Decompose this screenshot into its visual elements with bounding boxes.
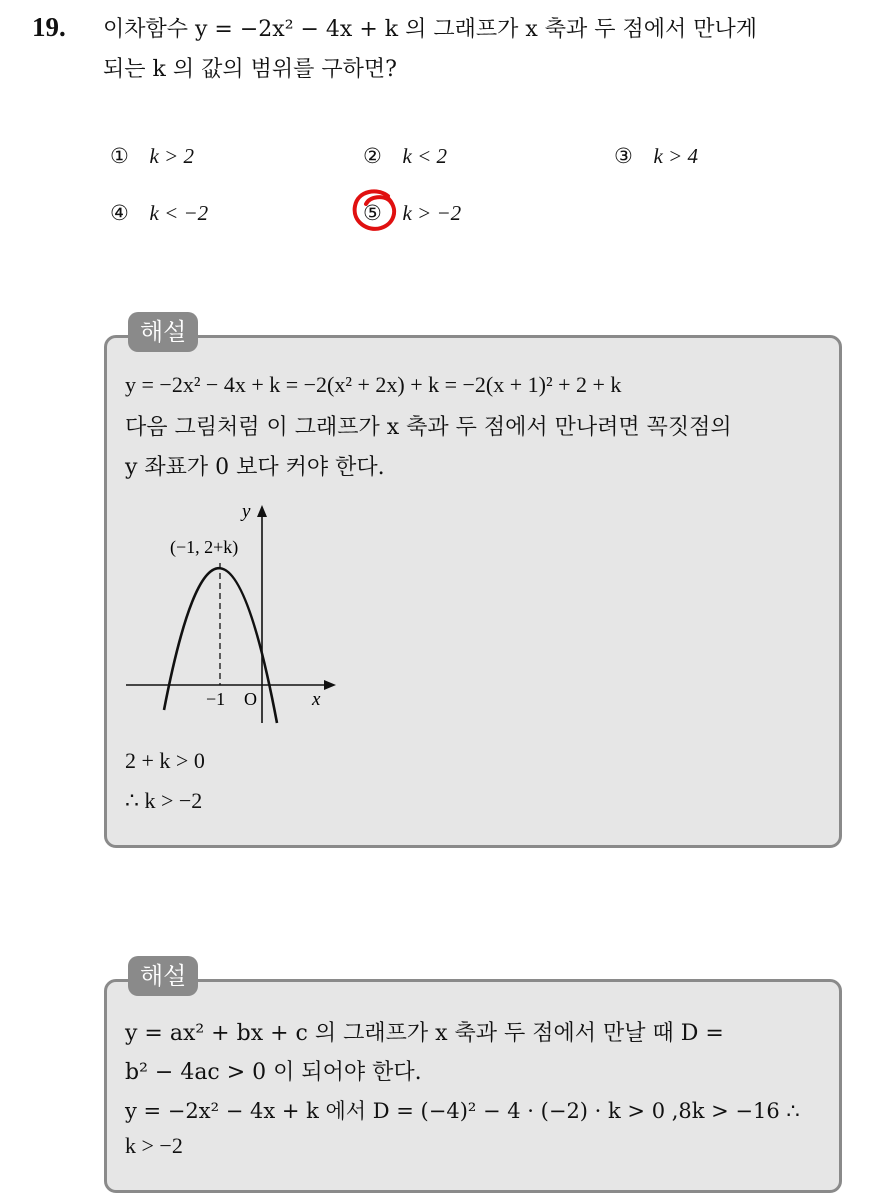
solution-2-line2: b² − 4ac > 0 이 되어야 한다. [125,1060,422,1085]
solution-1-line5: ∴ k > −2 [125,788,203,813]
question-text-line2: 되는 k 의 값의 범위를 구하면? [103,57,397,82]
x-axis-label: x [312,689,321,710]
vertex-label: (−1, 2+k) [170,537,239,557]
choice-4-mark: ④ [110,201,129,225]
solution-1-line4: 2 + k > 0 [125,748,205,773]
choice-2-text: k < 2 [402,144,448,168]
choice-2[interactable] [363,144,447,169]
parabola-graph [120,495,350,730]
y-axis-label: y [242,501,251,522]
selected-answer-circle-icon [348,186,406,238]
choice-1-mark: ① [110,144,129,168]
solution-1-tag: 해설 [128,312,198,352]
y-axis-arrow-icon [257,505,267,517]
solution-1-line3: y 좌표가 0 보다 커야 한다. [125,455,385,480]
question-text-line1: 이차함수 y = −2x² − 4x + k 의 그래프가 x 축과 두 점에서 만나게 [103,17,757,42]
solution-2-line3: y = −2x² − 4x + k 에서 D = (−4)² − 4 · (−2) · k > 0 ,8k > −16 ∴ [125,1099,800,1123]
choice-4[interactable] [110,201,208,226]
solution-1-line2: 다음 그림처럼 이 그래프가 x 축과 두 점에서 만나려면 꼭짓점의 [125,415,732,440]
solution-box-2 [104,979,842,1193]
question-number: 19. [32,12,66,42]
choice-1-text: k > 2 [149,144,195,168]
choice-3[interactable] [614,144,698,169]
choice-3-text: k > 4 [653,144,699,168]
x-axis-arrow-icon [324,680,336,690]
choice-4-text: k < −2 [149,201,209,225]
choice-5-text: k > −2 [402,201,462,225]
origin-label: O [244,689,257,709]
solution-2-tag: 해설 [128,956,198,996]
choice-5-mark: ⑤ [363,201,382,225]
solution-2-line1: y = ax² + bx + c 의 그래프가 x 축과 두 점에서 만날 때 D = [125,1021,724,1046]
solution-2-line4: k > −2 [125,1133,183,1158]
tick-label-neg1: −1 [206,689,226,709]
solution-1-line1: y = −2x² − 4x + k = −2(x² + 2x) + k = −2(x + 1)² + 2 + k [125,372,622,397]
choice-1[interactable] [110,144,194,169]
choice-3-mark: ③ [614,144,633,168]
choice-2-mark: ② [363,144,382,168]
